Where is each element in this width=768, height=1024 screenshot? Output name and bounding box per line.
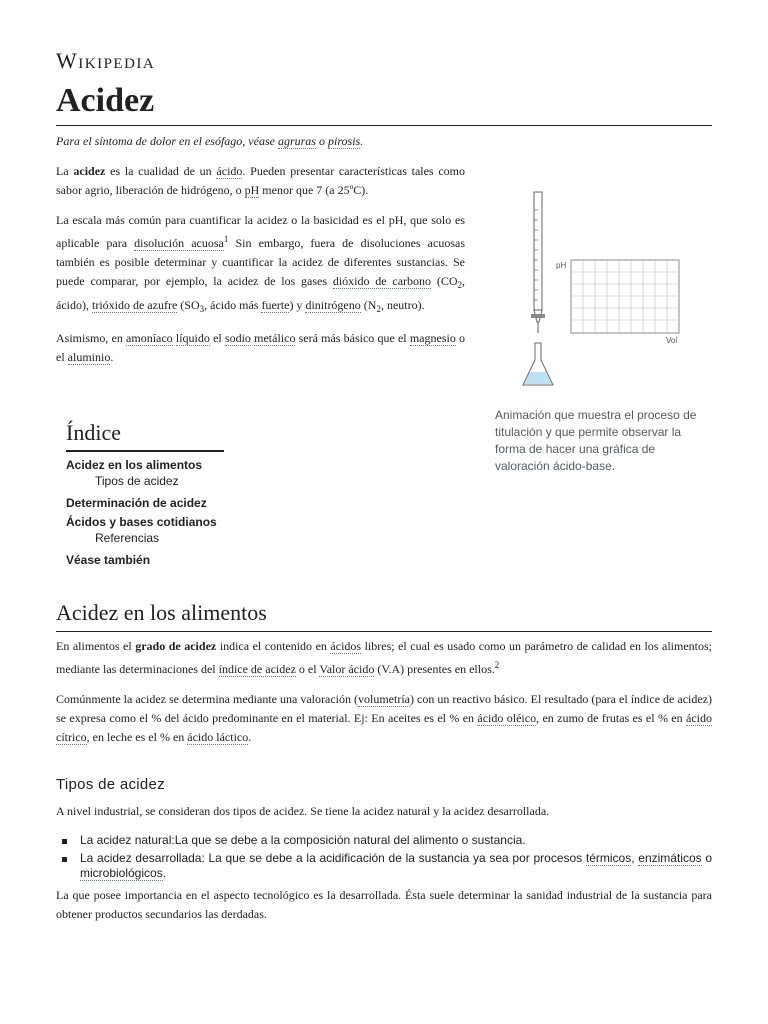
toc-title: Índice xyxy=(66,420,224,452)
table-of-contents xyxy=(66,420,224,567)
toc-item-acidos-y-bases-cotidianos[interactable]: Ácidos y bases cotidianos xyxy=(66,515,217,529)
link-fuerte[interactable]: fuerte xyxy=(261,297,290,312)
section-divider xyxy=(56,631,712,632)
link-indice-de-acidez[interactable]: índice de acidez xyxy=(218,662,296,677)
vol-axis-label: Vol xyxy=(666,336,678,345)
link-acido-citrico[interactable]: ácido cítrico xyxy=(56,710,712,745)
toc-item-referencias[interactable]: Referencias xyxy=(95,531,160,545)
burette-stopcock xyxy=(531,314,545,318)
link-metalico[interactable]: metálico xyxy=(254,331,296,346)
link-dinitrogeno[interactable]: dinitrógeno xyxy=(305,297,361,312)
link-enzimaticos[interactable]: enzimáticos xyxy=(638,851,702,865)
toc-item-determinacion-de-acidez[interactable]: Determinación de acidez xyxy=(66,496,207,510)
toc-item-acidez-en-los-alimentos[interactable]: Acidez en los alimentos xyxy=(66,458,203,472)
link-termicos[interactable]: térmicos xyxy=(585,851,632,865)
link-volumetria[interactable]: volumetría xyxy=(358,691,410,706)
link-acido[interactable]: ácido xyxy=(216,164,243,178)
link-disolucion-acuosa[interactable]: disolución acuosa xyxy=(134,235,224,250)
link-dioxido-de-carbono[interactable]: dióxido de carbono xyxy=(332,274,432,289)
ph-axis-label: pH xyxy=(556,261,567,270)
intro-text xyxy=(56,162,465,378)
link-ph[interactable]: pH xyxy=(244,183,260,198)
page-title: Acidez xyxy=(56,82,155,119)
link-acido-lactico[interactable]: ácido láctico xyxy=(187,730,249,745)
list-item: La acidez desarrollada: La que se debe a la acidificación de la sustancia ya sea por procesos térmicos, enzimáticos o microbiológicos. xyxy=(56,851,712,881)
intro-paragraph-3: Asimismo, en amoníaco líquido el sodio metálico será más básico que el magnesio o el aluminio. xyxy=(56,331,466,365)
link-liquido[interactable]: líquido xyxy=(175,331,210,346)
figure-caption: Animación que muestra el proceso de titulación y que permite observar la forma de hacer una gráfica de valoración ácido-base. xyxy=(495,408,697,473)
link-sodio[interactable]: sodio xyxy=(224,331,251,346)
link-trioxido-de-azufre[interactable]: trióxido de azufre xyxy=(91,297,178,312)
link-acido-oleico[interactable]: ácido oléico xyxy=(477,710,537,725)
hatnote: Para el síntoma de dolor en el esófago, véase agruras o pirosis. xyxy=(56,134,364,148)
title-divider xyxy=(56,125,712,126)
section-heading-acidez-en-los-alimentos: Acidez en los alimentos xyxy=(56,600,267,625)
titration-graph-grid xyxy=(571,260,679,333)
link-valor-acido[interactable]: Valor ácido xyxy=(319,662,375,677)
link-pirosis[interactable]: pirosis xyxy=(327,134,361,148)
subsection-intro: A nivel industrial, se consideran dos tipos de acidez. Se tiene la acidez natural y la acidez desarrollada. xyxy=(56,804,550,818)
link-acidos[interactable]: ácidos xyxy=(330,639,362,653)
toc-item-tipos-de-acidez[interactable]: Tipos de acidez xyxy=(95,474,179,488)
reference-1[interactable]: 1 xyxy=(223,233,229,244)
link-magnesio[interactable]: magnesio xyxy=(409,331,456,346)
toc-item-vease-tambien[interactable]: Véase también xyxy=(66,553,151,567)
intro-paragraph-2: La escala más común para cuantificar la acidez o la basicidad es el pH, que solo es aplicable para disolución acuosa$^1$ Sin embargo, fuera de disoluciones acuosas también es posible determinar y cuantificar la acidez de diferentes sustancias. Se puede comparar, por ejemplo, la acidez de los gases dióxido de carbono ($CO_2$, ácido), trióxido de azufre ($SO_3$, ácido más fuerte) y dinitrógeno ($N_2$, neutro). xyxy=(56,212,465,314)
section-1-text xyxy=(56,637,712,757)
link-aluminio[interactable]: aluminio xyxy=(67,350,111,365)
subsection-heading-tipos-de-acidez: Tipos de acidez xyxy=(56,776,166,793)
section-1-paragraph-1: En alimentos el grado de acidez indica el contenido en ácidos libres; el cual es usado como un parámetro de calidad en los alimentos; mediante las determinaciones del índice de acidez o el Valor ácido (V.A) presentes en ellos.$^2$ xyxy=(56,639,712,677)
acidity-types-list xyxy=(56,833,712,884)
titration-animation-figure[interactable] xyxy=(490,190,710,395)
list-item: La acidez natural:La que se debe a la composición natural del alimento o sustancia. xyxy=(56,833,712,848)
section-1-paragraph-2: Comúnmente la acidez se determina mediante una valoración (volumetría) con un reactivo básico. El resultado (para el índice de acidez) se expresa como el % del ácido predominante en el material. Ej: En aceites es el % en ácido oléico, en zumo de frutas es el % en ácido cítrico, en leche es el % en ácido láctico. xyxy=(56,691,713,745)
subsection-closing-paragraph: La que posee importancia en el aspecto tecnológico es la desarrollada. Ésta suele determinar la sanidad industrial de la sustancia para obtener productos secundarios las derdadas. xyxy=(56,888,712,922)
intro-paragraph-1: La acidez es la cualidad de un ácido. Pueden presentar características tales como sabor agrio, liberación de hidrógeno, o pH menor que 7 (a 25ºC). xyxy=(56,164,465,198)
wikipedia-wordmark[interactable]: Wikipedia xyxy=(56,48,156,73)
link-amoniaco[interactable]: amoníaco xyxy=(126,331,173,346)
link-agruras[interactable]: agruras xyxy=(277,134,316,148)
link-microbiologicos[interactable]: microbiológicos xyxy=(80,866,163,880)
reference-2[interactable]: 2 xyxy=(494,660,500,671)
